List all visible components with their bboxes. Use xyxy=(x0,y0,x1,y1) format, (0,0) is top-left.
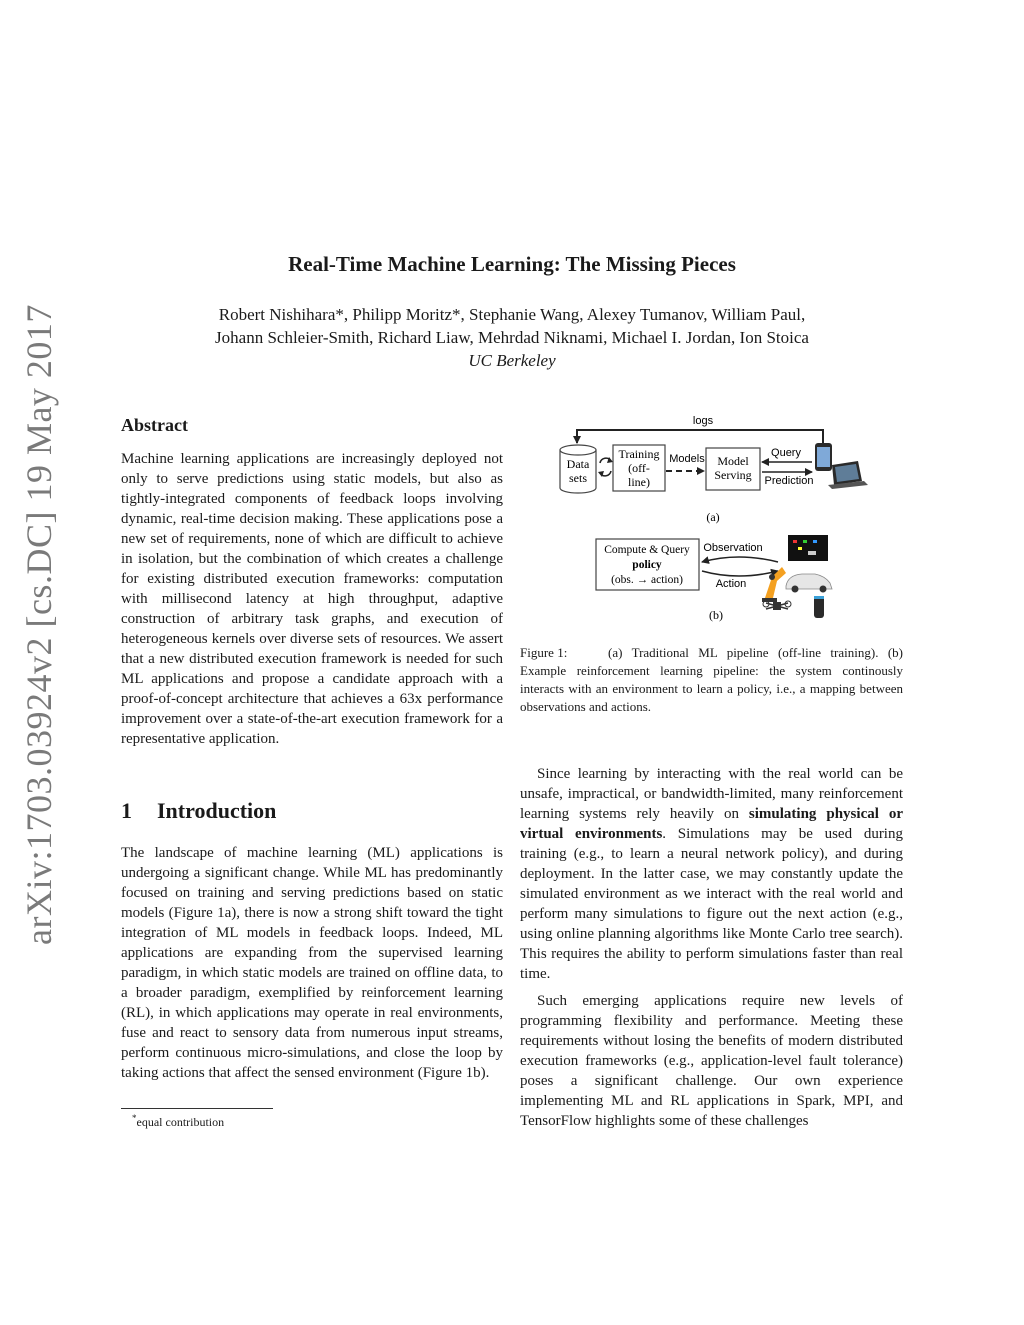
data-sets-cylinder xyxy=(560,445,596,493)
footnote-mark: * xyxy=(132,1113,137,1123)
cycle-icon xyxy=(598,457,613,477)
section-number: 1 xyxy=(121,798,132,823)
figure-1b xyxy=(596,535,832,622)
laptop-icon xyxy=(828,461,868,489)
model-serving-label-1: Model xyxy=(717,454,749,468)
prediction-label: Prediction xyxy=(764,475,814,487)
footnote-text: equal contribution xyxy=(136,1115,225,1129)
figure-caption xyxy=(520,644,903,716)
footnote xyxy=(132,1113,224,1130)
authors-line-2: Johann Schleier-Smith, Richard Liaw, Mehrdad Niknami, Michael I. Jordan, Ion Stoica xyxy=(215,328,809,347)
sublabel-b: (b) xyxy=(709,608,723,622)
training-label-2: (off- xyxy=(628,461,650,475)
abstract-paragraph: Machine learning applications are increasingly deployed not only to serve predictions using static models, but also as tightly-integrated components of feedback loops involving dynamic, real-time decision making. These applications pose a new set of requirements, none of which are difficult to achieve in isolation, but the combination of which creates a challenge for existing distributed execution frameworks: computation with millisecond latency at high throughput, adaptive construction of arbitrary task graphs, and execution of heterogeneous kernels over diverse sets of resources. We assert that a new distributed execution framework is needed for such ML applications and propose a candidate approach with a proof-of-concept architecture that achieves a 63x performance improvement over a state-of-the-art execution framework for a representative application. xyxy=(121,451,503,747)
training-label-3: line) xyxy=(628,475,650,489)
action-arrow xyxy=(702,571,778,576)
intro-paragraph: The landscape of machine learning (ML) applications is undergoing a significant change. While ML has predominantly focused on training and serving predictions based on static models (Figure 1a), there is now a strong shift toward the tight integration of ML models in feedback loops. Indeed, ML applications are expanding from the supervised learning paradigm, in which static models are trained on offline data, to a broader paradigm, exemplified by reinforcement learning (RL), in which applications may operate in real environments, fuse and react to sensory data from numerous input streams, perform continuous micro-simulations, and close the loop by taking actions that affect the sensed environment (Figure 1b). xyxy=(121,845,503,1081)
figure-1a xyxy=(560,415,868,524)
sublabel-a: (a) xyxy=(706,510,720,524)
intro-heading xyxy=(121,798,276,824)
paper-title: Real-Time Machine Learning: The Missing Pieces xyxy=(288,252,736,276)
policy-box-line-3: (obs. → action) xyxy=(611,574,683,586)
game-screen-icon xyxy=(788,535,828,561)
models-label: Models xyxy=(669,453,705,465)
right-paragraph-2: Such emerging applications require new levels of programming flexibility and performance. Meeting these requirements without losing the benefits of modern distributed execution frameworks (e.g., application-level fault tolerance) poses a significant challenge. Our own experience implementing ML and RL applications in Spark, MPI, and TensorFlow highlights some of these challenges xyxy=(520,993,903,1129)
training-label-1: Training xyxy=(618,447,660,461)
right-paragraph-1 xyxy=(520,764,903,984)
caption-text: (a) Traditional ML pipeline (off-line training). (b) Example reinforcement learning pipeline: the system continously interacts with an environment to learn a policy, i.e., a mapping between observations and actions. xyxy=(520,645,903,714)
car-icon xyxy=(786,574,832,593)
data-sets-label-1: Data xyxy=(566,457,590,471)
smart-speaker-icon xyxy=(814,596,824,618)
arxiv-identifier: arXiv:1703.03924v2 [cs.DC] 19 May 2017 xyxy=(19,304,59,945)
observation-label: Observation xyxy=(703,542,763,554)
drone-icon xyxy=(763,601,791,610)
abstract-heading: Abstract xyxy=(121,415,188,435)
p1-text-end: . Simulations may be used during training (e.g., to learn a neural network policy), and during deployment. In the latter case, we may constantly update the simulated environment as we interact with the real world and perform many simulations to figure out the next action (e.g., using online planning algorithms like Monte Carlo tree search). This requires the ability to perform simulations faster than real time. xyxy=(520,826,903,982)
author-block xyxy=(0,303,1024,372)
policy-box-line-2: policy xyxy=(632,559,662,571)
abstract-body xyxy=(121,449,503,749)
model-serving-label-2: Serving xyxy=(714,468,752,482)
authors-line-1: Robert Nishihara*, Philipp Moritz*, Stephanie Wang, Alexey Tumanov, William Paul, xyxy=(218,305,806,324)
phone-icon xyxy=(815,443,832,471)
p1-bold-phrase: simulating physical or virtual environments xyxy=(520,806,904,842)
intro-body xyxy=(121,843,503,1083)
figure-1 xyxy=(520,405,910,630)
footnote-rule xyxy=(121,1108,273,1109)
section-title: Introduction xyxy=(157,798,277,823)
data-sets-label-2: sets xyxy=(569,471,587,485)
caption-label: Figure 1: xyxy=(520,645,568,660)
affiliation: UC Berkeley xyxy=(468,351,556,370)
policy-box-line-1: Compute & Query xyxy=(604,544,690,556)
logs-label: logs xyxy=(692,415,714,427)
p1-text-start: Since learning by interacting with the real world can be unsafe, impractical, or bandwidth-limited, many reinforcement learning systems rely heavily on xyxy=(520,766,903,822)
right-column-body xyxy=(520,764,903,1131)
query-label: Query xyxy=(771,447,801,459)
observation-arrow xyxy=(702,557,778,562)
action-label: Action xyxy=(715,578,747,590)
logs-arrow xyxy=(577,430,823,446)
